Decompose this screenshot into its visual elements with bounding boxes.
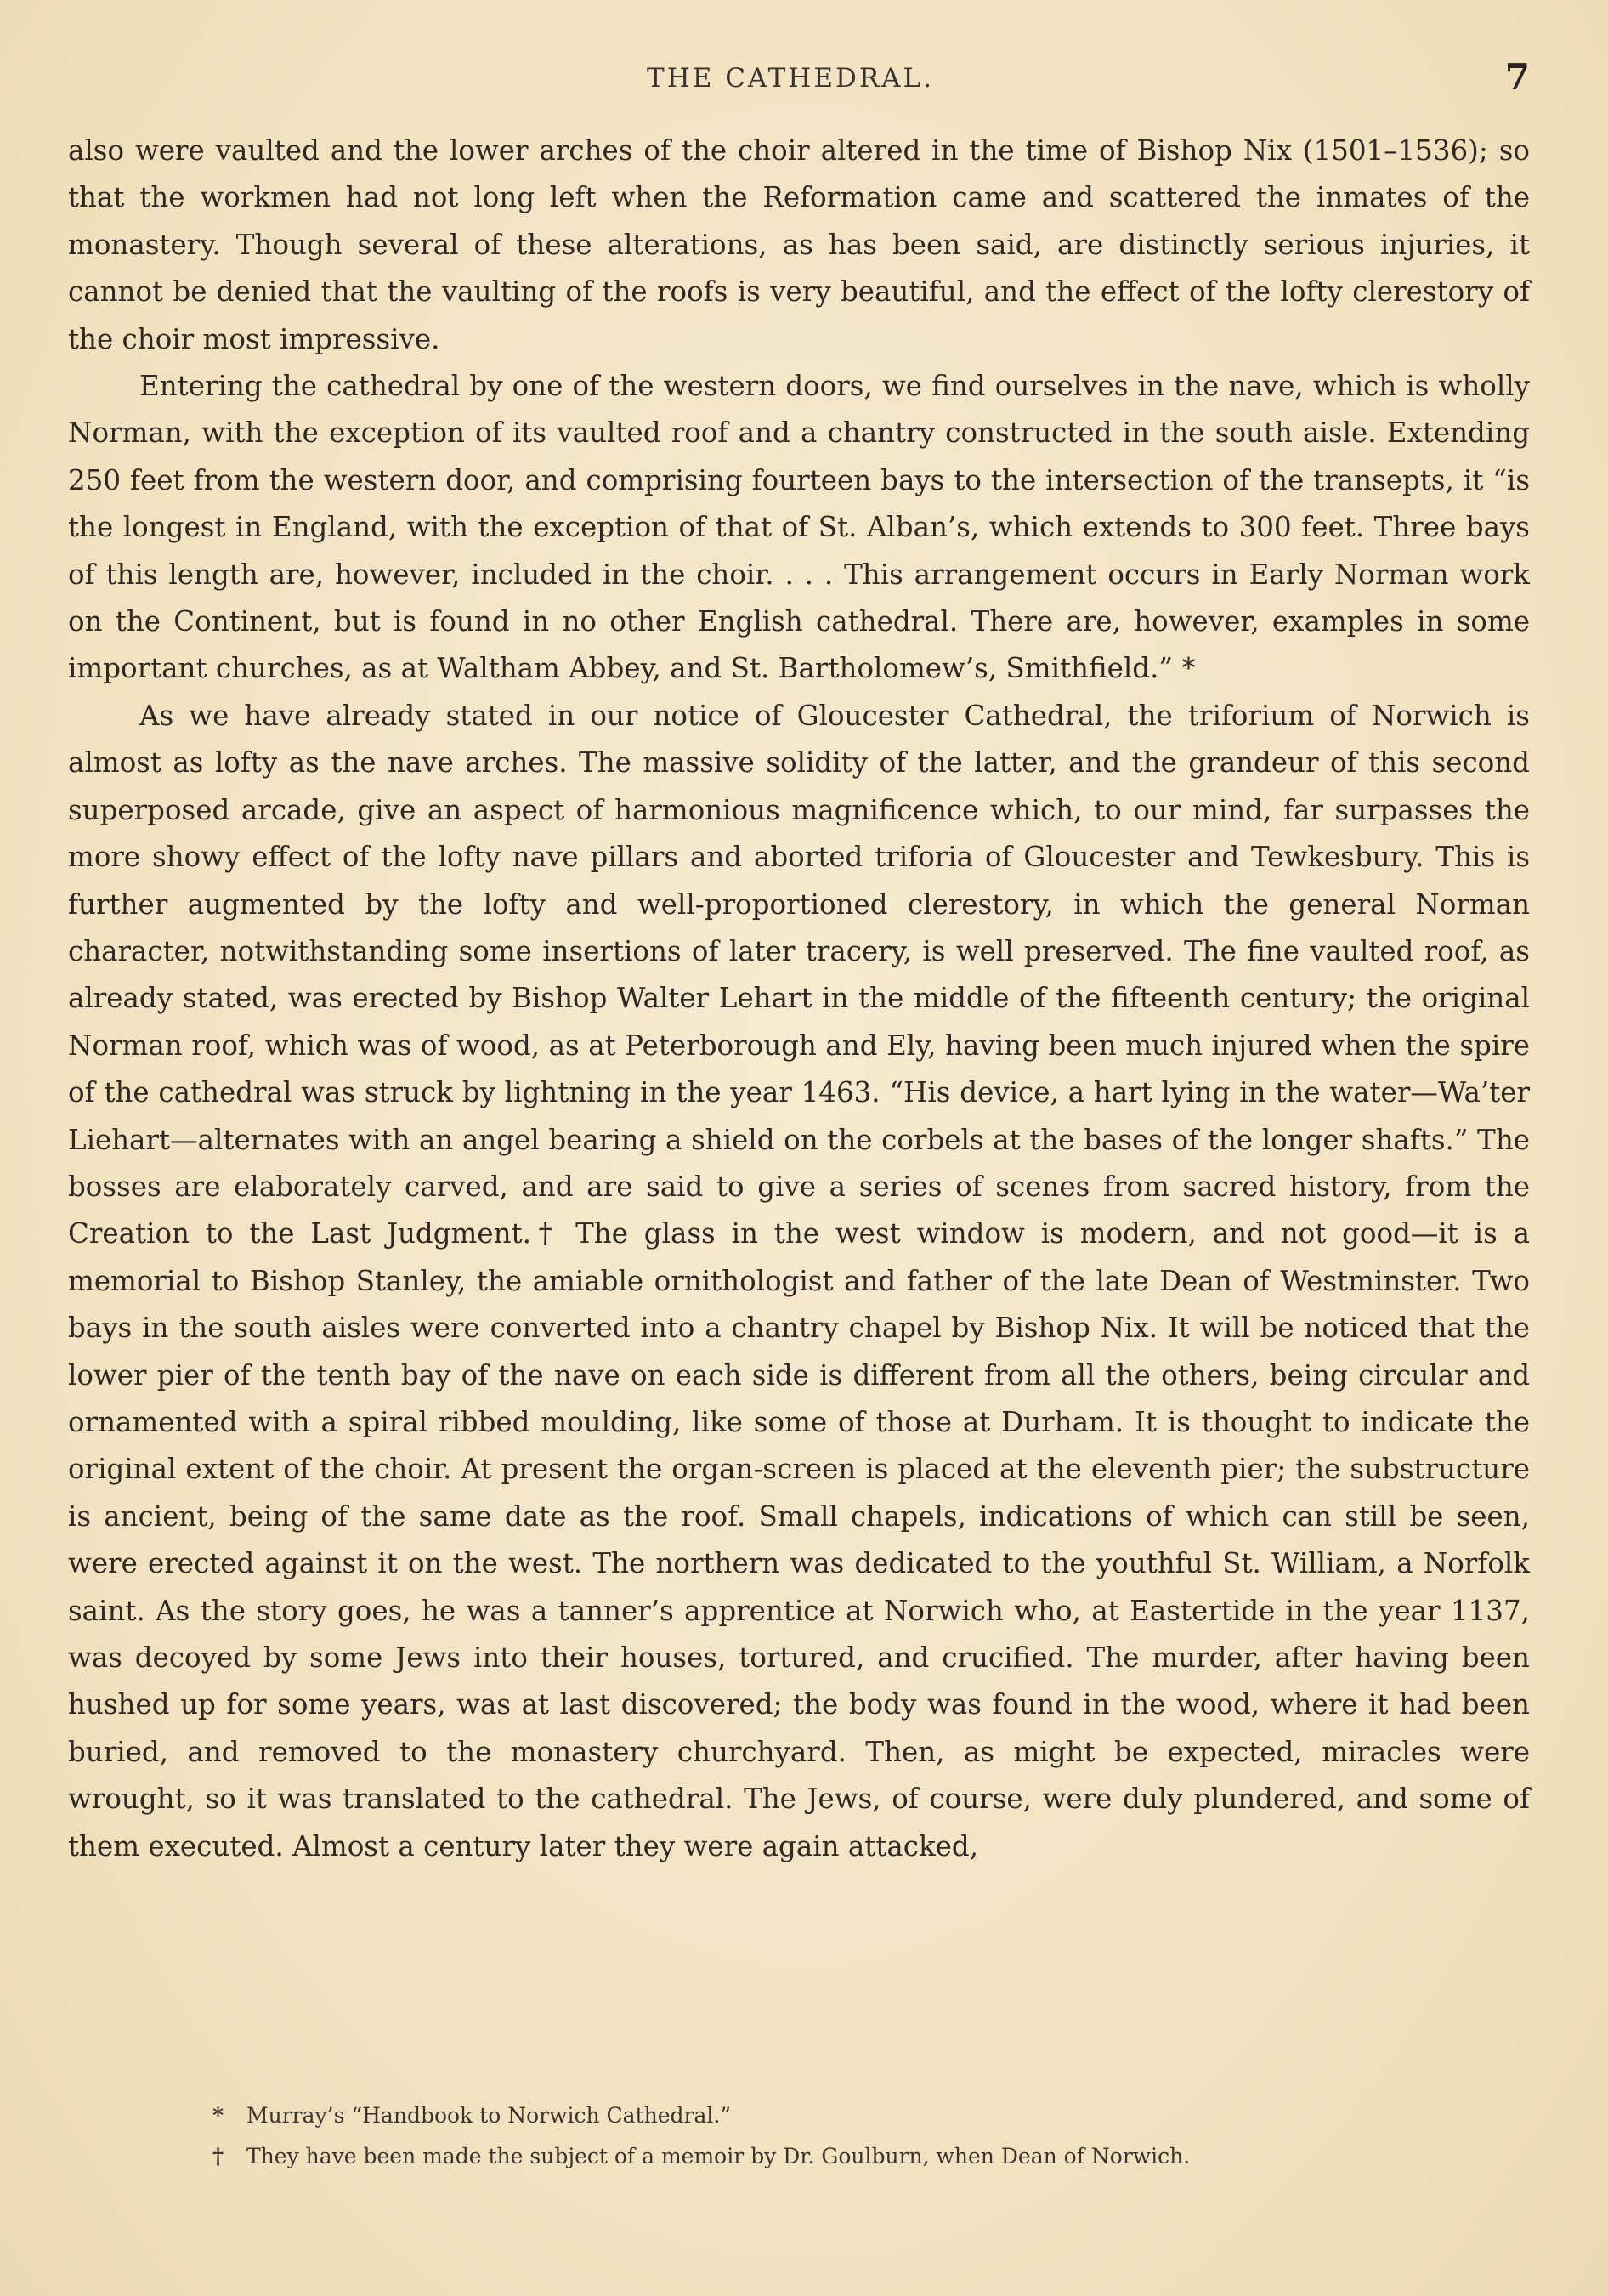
body-text [68,128,1530,1870]
footnote-mark-asterisk: * [212,2103,224,2128]
paragraph-2: Entering the cathedral by one of the western doors, we find ourselves in the nave, which is wholly Norman, with the exception of its vaulted roof and a chantry constructed in the south aisle. Extending 250 feet from the western door, and comprising fourteen bays to the intersection of the transepts, it “is the longest in England, with the exception of that of St. Alban’s, which extends to 300 feet. Three bays of this length are, however, included in the choir. . . . This arrangement occurs in Early Norman work on the Continent, but is found in no other English cathedral. There are, however, examples in some important churches, as at Waltham Abbey, and St. Bartholomew’s, Smithfield.” * [68,370,1530,685]
footnotes [68,2095,1530,2177]
paragraph-3: As we have already stated in our notice of Gloucester Cathedral, the triforium of Norwich is almost as lofty as the nave arches. The massive solidity of the latter, and the grandeur of this second superposed arcade, give an aspect of harmonious magnificence which, to our mind, far surpasses the more showy effect of the lofty nave pillars and aborted triforia of Gloucester and Tewkesbury. This is further augmented by the lofty and well-proportioned clerestory, in which the general Norman character, notwithstanding some insertions of later tracery, is well preserved. The fine vaulted roof, as already stated, was erected by Bishop Walter Lehart in the middle of the fifteenth century; the original Norman roof, which was of wood, as at Peterborough and Ely, having been much injured when the spire of the cathedral was struck by lightning in the year 1463. “His device, a hart lying in the water—Wa’ter Liehart—alternates with an angel bearing a shield on the corbels at the bases of the longer shafts.” The bosses are elaborately carved, and are said to give a series of scenes from sacred history, from the Creation to the Last Judgment.† The glass in the west window is modern, and not good—it is a memorial to Bishop Stanley, the amiable ornithologist and father of the late Dean of Westminster. Two bays in the south aisles were converted into a chantry chapel by Bishop Nix. It will be noticed that the lower pier of the tenth bay of the nave on each side is different from all the others, being circular and ornamented with a spiral ribbed moulding, like some of those at Durham. It is thought to indicate the original extent of the choir. At present the organ-screen is placed at the eleventh pier; the substructure is ancient, being of the same date as the roof. Small chapels, indications of which can still be seen, were erected against it on the west. The northern was dedicated to the youthful St. William, a Norfolk saint. As the story goes, he was a tanner’s apprentice at Norwich who, at Eastertide in the year 1137, was decoyed by some Jews into their houses, tortured, and crucified. The murder, after having been hushed up for some years, was at last discovered; the body was found in the wood, where it had been buried, and removed to the monastery churchyard. Then, as might be expected, miracles were wrought, so it was translated to the cathedral. The Jews, of course, were duly plundered, and some of them executed. Almost a century later they were again attacked, [68,699,1530,1862]
footnote-2 [68,2136,1530,2177]
running-title: THE CATHEDRAL. [647,63,934,94]
footnote-text: Murray’s “Handbook to Norwich Cathedral.” [246,2103,732,2128]
page-number: 7 [1504,56,1530,98]
running-head [51,56,1530,107]
footnote-1 [68,2095,1530,2136]
paragraph-1: also were vaulted and the lower arches of the choir altered in the time of Bishop Nix (1501–1536); so that the workmen had not long left when the Reformation came and scattered the inmates of the monastery. Though several of these alterations, as has been said, are distinctly serious injuries, it cannot be denied that the vaulting of the roofs is very beautiful, and the effect of the lofty clerestory of the choir most impressive. [68,134,1530,355]
footnote-text: They have been made the subject of a memoir by Dr. Goulburn, when Dean of Norwich. [246,2144,1191,2168]
footnote-mark-dagger: † [212,2144,224,2168]
